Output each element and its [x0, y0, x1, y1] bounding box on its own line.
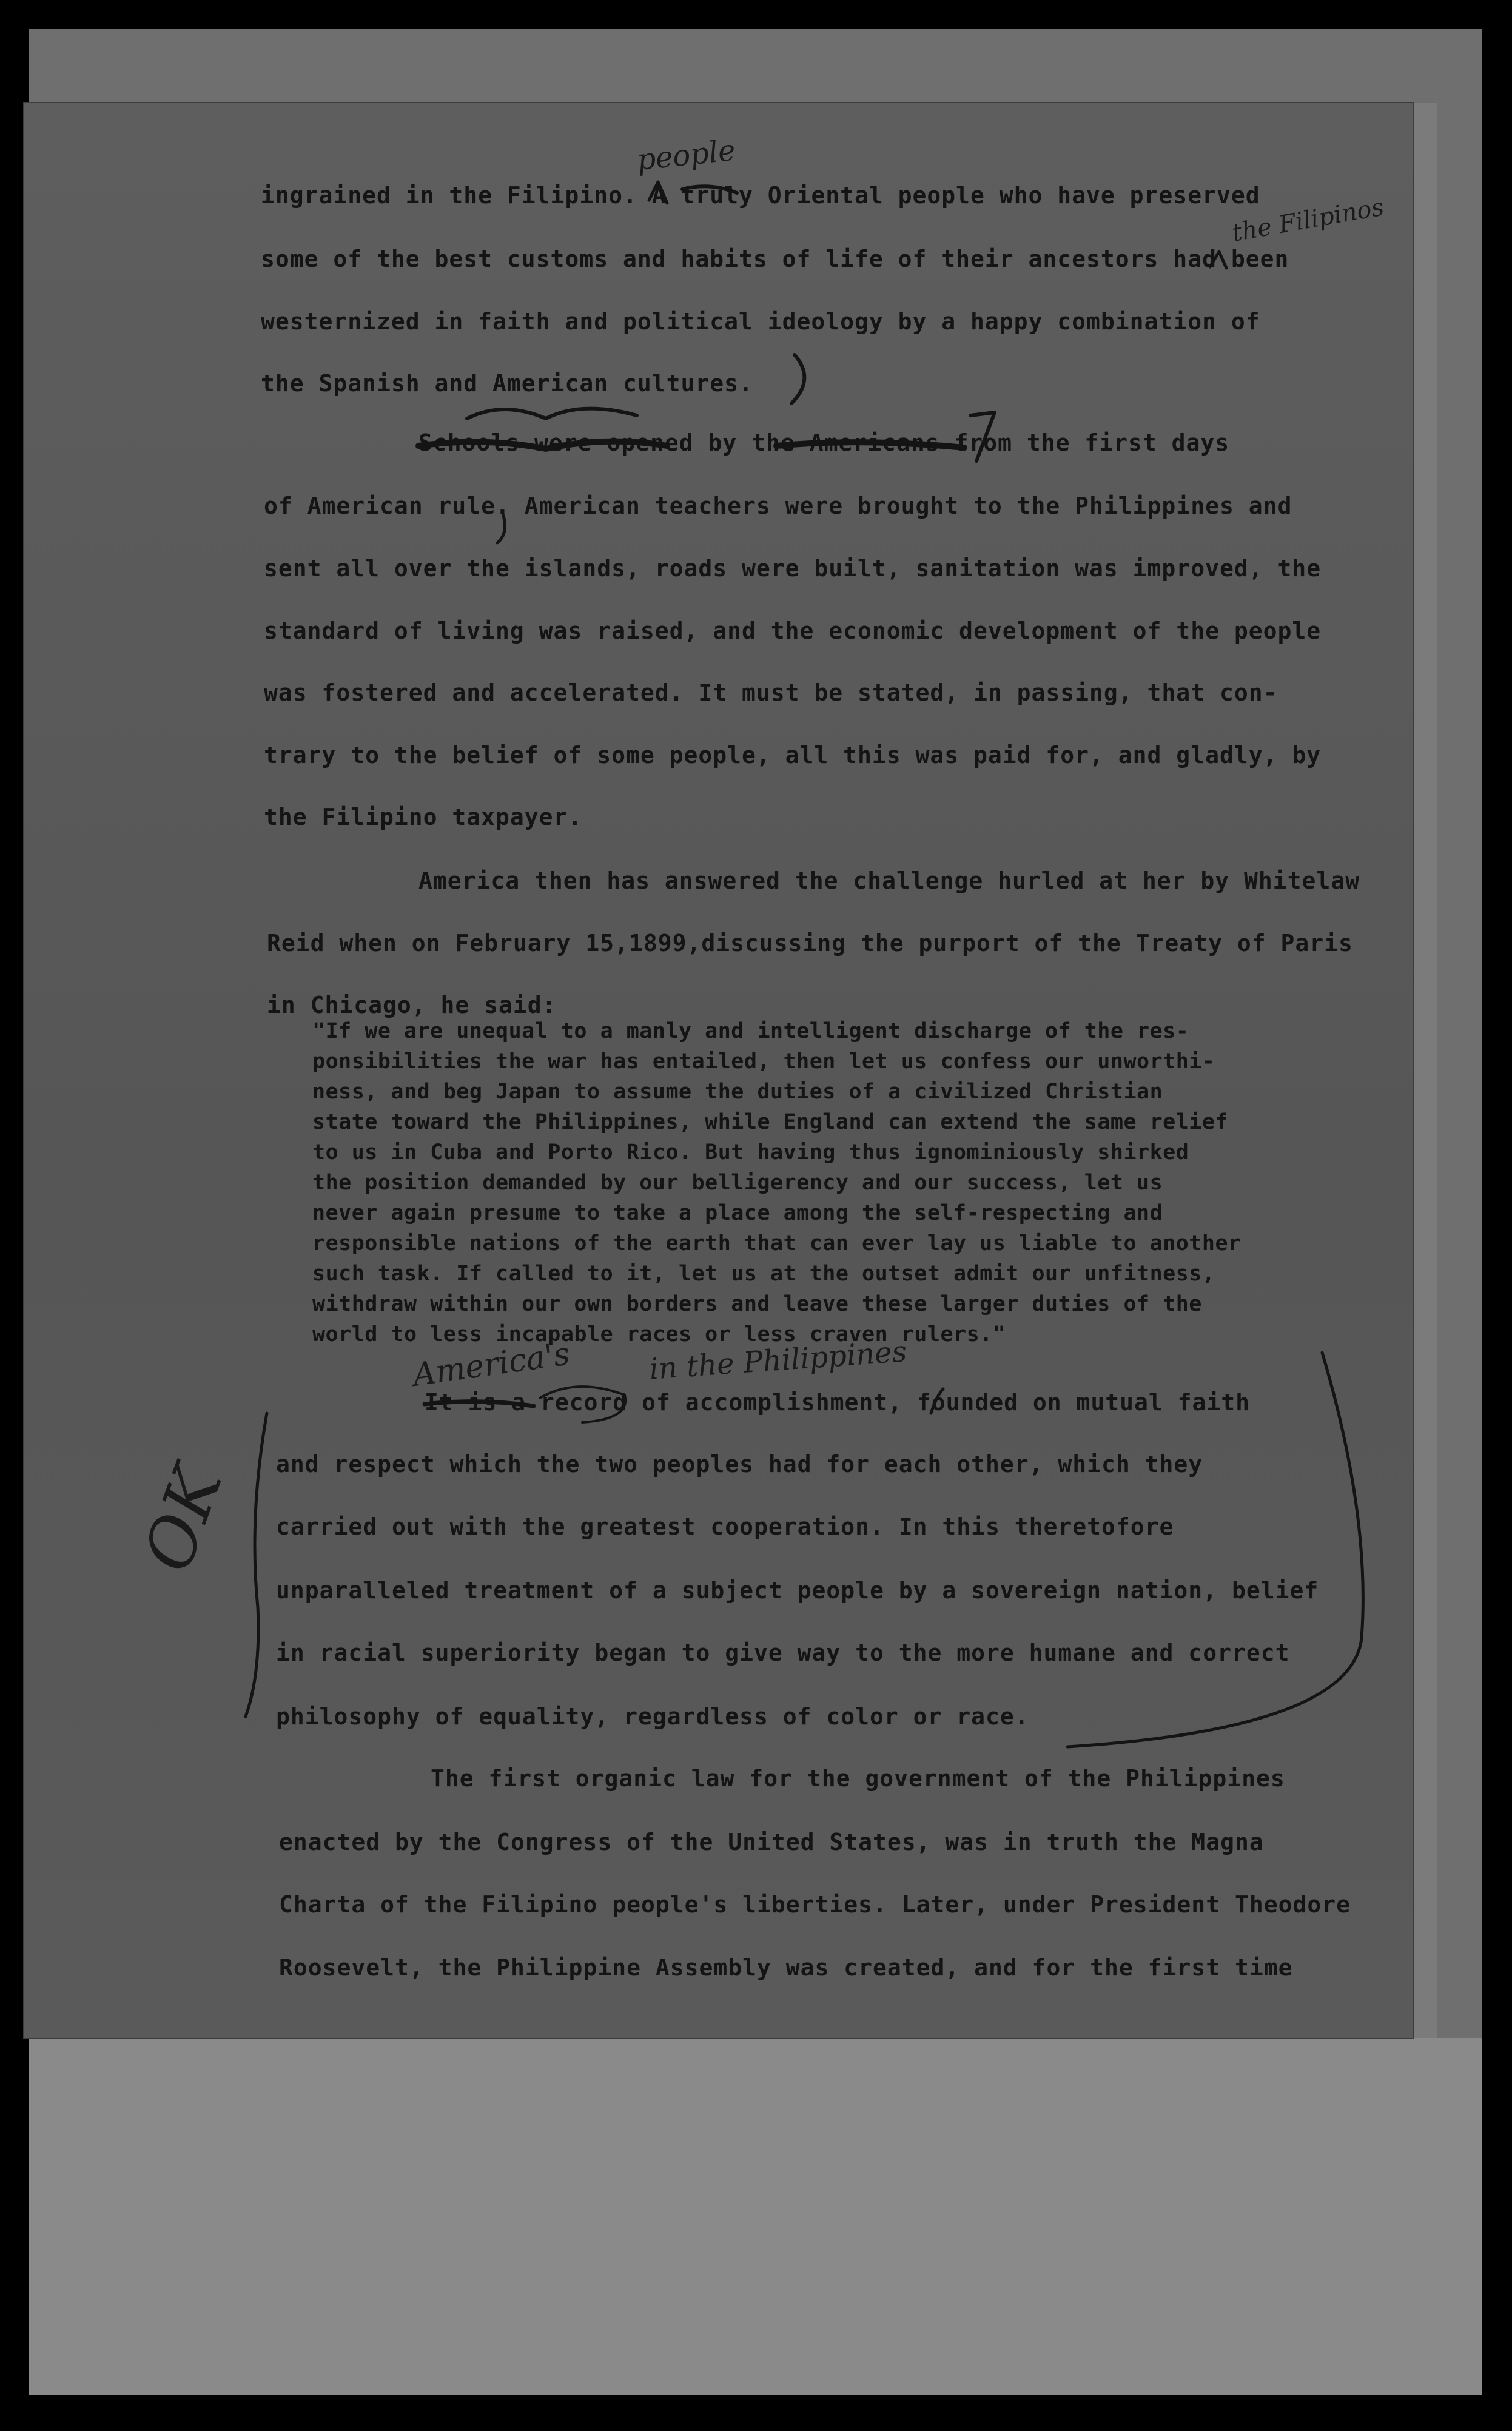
handwritten-the-filipinos: the Filipinos	[1229, 193, 1386, 247]
right-margin-bracket	[1067, 1353, 1363, 1747]
strike-americans	[776, 442, 964, 448]
paragraph-2-line-5: was fostered and accelerated. It must be stated, in passing, that con-	[264, 679, 1278, 706]
paragraph-2-line-6: trary to the belief of some people, all this was paid for, and gladly, by	[264, 742, 1322, 768]
quote-line-6: the position demanded by our belligerency and our success, let us	[312, 1171, 1163, 1195]
paragraph-1-line-4: the Spanish and American cultures.	[261, 370, 753, 397]
paragraph-2-line-4: standard of living was raised, and the economic development of the people	[264, 617, 1322, 644]
quote-line-11: world to less incapable races or less craven rulers."	[312, 1322, 1006, 1347]
paragraph-3-line-2: Reid when on February 15,1899,discussing the purport of the Treaty of Paris	[267, 930, 1353, 957]
paragraph-3-line-1: America then has answered the challenge hurled at her by Whitelaw	[418, 867, 1360, 894]
paragraph-3-line-3: in Chicago, he said:	[267, 992, 557, 1018]
close-bracket-cultures	[791, 355, 804, 403]
paragraph-4-line-2: and respect which the two peoples had for each other, which they	[276, 1451, 1203, 1478]
handwritten-americas: America's	[411, 1336, 573, 1394]
comma-rule	[497, 516, 505, 543]
paragraph-4-line-5: in racial superiority began to give way to the more humane and correct	[276, 1639, 1290, 1666]
paragraph-4-line-1: It is a record of accomplishment, founded on mutual faith	[425, 1389, 1251, 1416]
handwritten-people: people	[635, 133, 737, 178]
caret-ancestors	[1210, 252, 1226, 268]
paragraph-5-line-2: enacted by the Congress of the United States, was in truth the Magna	[279, 1829, 1264, 1855]
paragraph-1-line-2: some of the best customs and habits of life of their ancestors had been	[261, 246, 1289, 272]
paragraph-2-line-1: Schools were opened by the Americans from the first days	[418, 429, 1230, 456]
caret-founded	[931, 1389, 943, 1413]
paragraph-4-line-4: unparalleled treatment of a subject people by a sovereign nation, belief	[276, 1577, 1319, 1604]
handwritten-in-the-philippines: in the Philippines	[648, 1334, 908, 1387]
paragraph-1-line-3: westernized in faith and political ideology by a happy combination of	[261, 308, 1260, 335]
quote-line-7: never again presume to take a place among the self-respecting and	[312, 1201, 1163, 1225]
paragraph-4-line-6: philosophy of equality, regardless of color or race.	[276, 1703, 1029, 1730]
quote-line-8: responsible nations of the earth that can ever lay us liable to another	[312, 1231, 1242, 1256]
loop-record	[540, 1387, 625, 1422]
paragraph-2-line-7: the Filipino taxpayer.	[264, 804, 583, 830]
strike-schools	[418, 442, 667, 449]
handwritten-margin-mark: OK	[128, 1456, 237, 1581]
paragraph-4-line-3: carried out with the greatest cooperation. In this theretofore	[276, 1513, 1174, 1540]
scribble-above-schools	[467, 409, 637, 419]
strike-people	[682, 186, 737, 193]
paragraph-5-line-1: The first organic law for the government of the Philippines	[431, 1765, 1285, 1792]
paragraph-5-line-3: Charta of the Filipino people's liberties. Later, under President Theodore	[279, 1891, 1351, 1918]
left-margin-bracket	[246, 1413, 267, 1716]
bracket-from	[970, 412, 995, 461]
caret-people	[649, 182, 667, 203]
quote-line-1: "If we are unequal to a manly and intelligent discharge of the res-	[312, 1019, 1189, 1043]
quote-line-9: such task. If called to it, let us at the outset admit our unfitness,	[312, 1262, 1215, 1286]
quote-line-5: to us in Cuba and Porto Rico. But having thus ignominiously shirked	[312, 1140, 1189, 1165]
paragraph-1-line-1: ingrained in the Filipino. A truly Oriental people who have preserved	[261, 182, 1260, 209]
paragraph-5-line-4: Roosevelt, the Philippine Assembly was created, and for the first time	[279, 1954, 1293, 1981]
quote-line-2: ponsibilities the war has entailed, then let us confess our unworthi-	[312, 1049, 1215, 1074]
quote-line-10: withdraw within our own borders and leave these larger duties of the	[312, 1292, 1202, 1316]
quote-line-4: state toward the Philippines, while England can extend the same relief	[312, 1110, 1229, 1134]
quote-line-3: ness, and beg Japan to assume the duties of a civilized Christian	[312, 1080, 1163, 1104]
strike-it-is-a	[425, 1402, 534, 1406]
paragraph-2-line-2: of American rule. American teachers were brought to the Philippines and	[264, 493, 1292, 519]
paragraph-2-line-3: sent all over the islands, roads were built, sanitation was improved, the	[264, 555, 1322, 582]
